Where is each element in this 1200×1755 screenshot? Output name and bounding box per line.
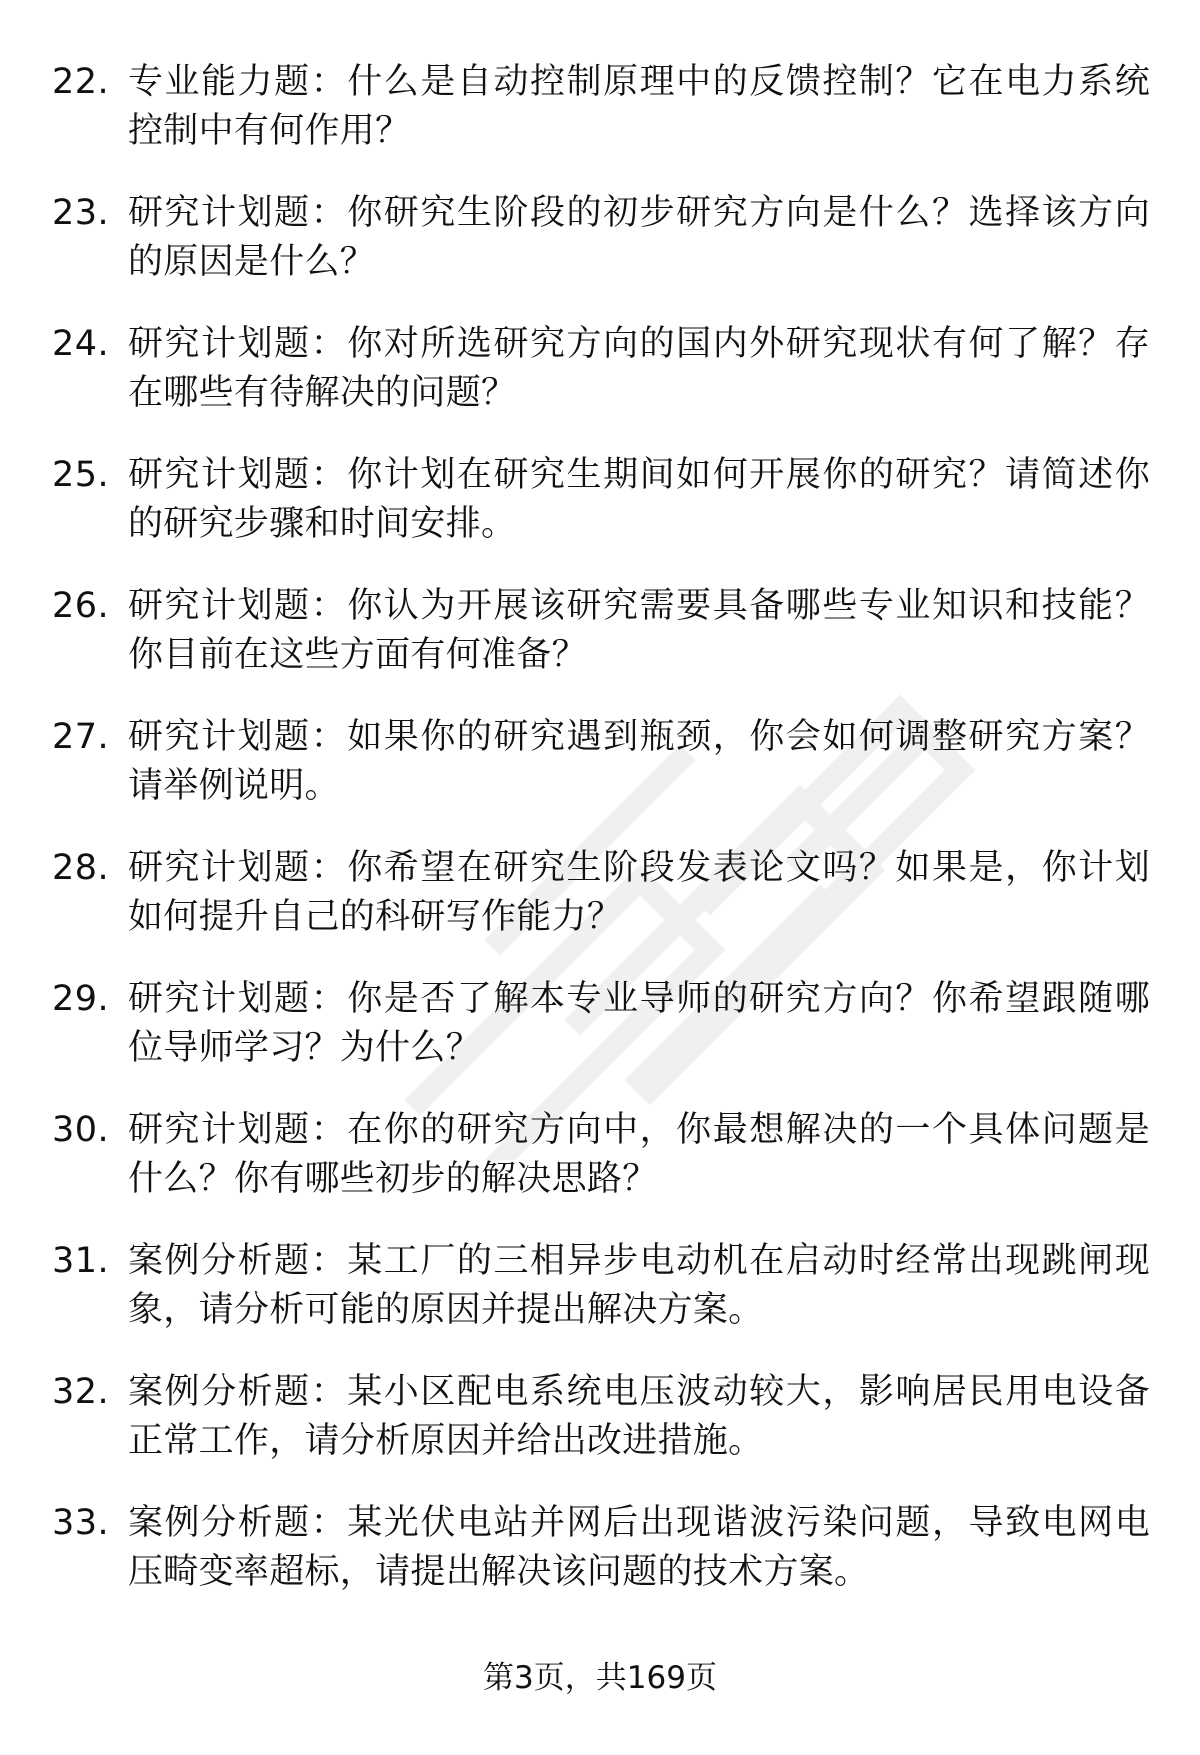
question-number: 25. bbox=[52, 455, 110, 495]
question-item bbox=[0, 451, 1200, 582]
question-text: 专业能力题：什么是自动控制原理中的反馈控制？它在电力系统控制中有何作用？ bbox=[128, 62, 1150, 151]
question-number: 29. bbox=[52, 979, 110, 1019]
question-text: 案例分析题：某工厂的三相异步电动机在启动时经常出现跳闸现象，请分析可能的原因并提出解决方案。 bbox=[128, 1241, 1150, 1330]
question-item bbox=[0, 1499, 1200, 1630]
question-text: 研究计划题：你是否了解本专业导师的研究方向？你希望跟随哪位导师学习？为什么？ bbox=[128, 979, 1150, 1068]
question-item bbox=[0, 189, 1200, 320]
question-item bbox=[0, 58, 1200, 189]
question-item bbox=[0, 1106, 1200, 1237]
question-number: 32. bbox=[52, 1372, 110, 1412]
question-item bbox=[0, 713, 1200, 844]
question-text: 研究计划题：你对所选研究方向的国内外研究现状有何了解？存在哪些有待解决的问题？ bbox=[128, 324, 1150, 413]
question-number: 31. bbox=[52, 1241, 110, 1281]
question-item bbox=[0, 975, 1200, 1106]
question-number: 23. bbox=[52, 193, 110, 233]
question-number: 30. bbox=[52, 1110, 110, 1150]
question-text: 研究计划题：你研究生阶段的初步研究方向是什么？选择该方向的原因是什么？ bbox=[128, 193, 1150, 282]
question-text: 研究计划题：如果你的研究遇到瓶颈，你会如何调整研究方案？请举例说明。 bbox=[128, 717, 1150, 806]
question-number: 24. bbox=[52, 324, 110, 364]
question-text: 研究计划题：你认为开展该研究需要具备哪些专业知识和技能？你目前在这些方面有何准备？ bbox=[128, 586, 1150, 675]
question-item bbox=[0, 1368, 1200, 1499]
question-number: 28. bbox=[52, 848, 110, 888]
question-item bbox=[0, 320, 1200, 451]
question-number: 26. bbox=[52, 586, 110, 626]
question-text: 研究计划题：你计划在研究生期间如何开展你的研究？请简述你的研究步骤和时间安排。 bbox=[128, 455, 1150, 544]
page-footer bbox=[0, 1658, 1200, 1698]
question-number: 27. bbox=[52, 717, 110, 757]
question-text: 研究计划题：你希望在研究生阶段发表论文吗？如果是，你计划如何提升自己的科研写作能力？ bbox=[128, 848, 1150, 937]
question-text: 案例分析题：某小区配电系统电压波动较大，影响居民用电设备正常工作，请分析原因并给出改进措施。 bbox=[128, 1372, 1150, 1461]
question-number: 22. bbox=[52, 62, 110, 102]
question-item bbox=[0, 1237, 1200, 1368]
question-list bbox=[0, 58, 1200, 1630]
question-text: 研究计划题：在你的研究方向中，你最想解决的一个具体问题是什么？你有哪些初步的解决思路？ bbox=[128, 1110, 1150, 1199]
question-item bbox=[0, 582, 1200, 713]
question-item bbox=[0, 844, 1200, 975]
question-text: 案例分析题：某光伏电站并网后出现谐波污染问题，导致电网电压畸变率超标，请提出解决该问题的技术方案。 bbox=[128, 1503, 1150, 1592]
question-number: 33. bbox=[52, 1503, 110, 1543]
page-number-label: 第3页，共169页 bbox=[483, 1660, 717, 1696]
